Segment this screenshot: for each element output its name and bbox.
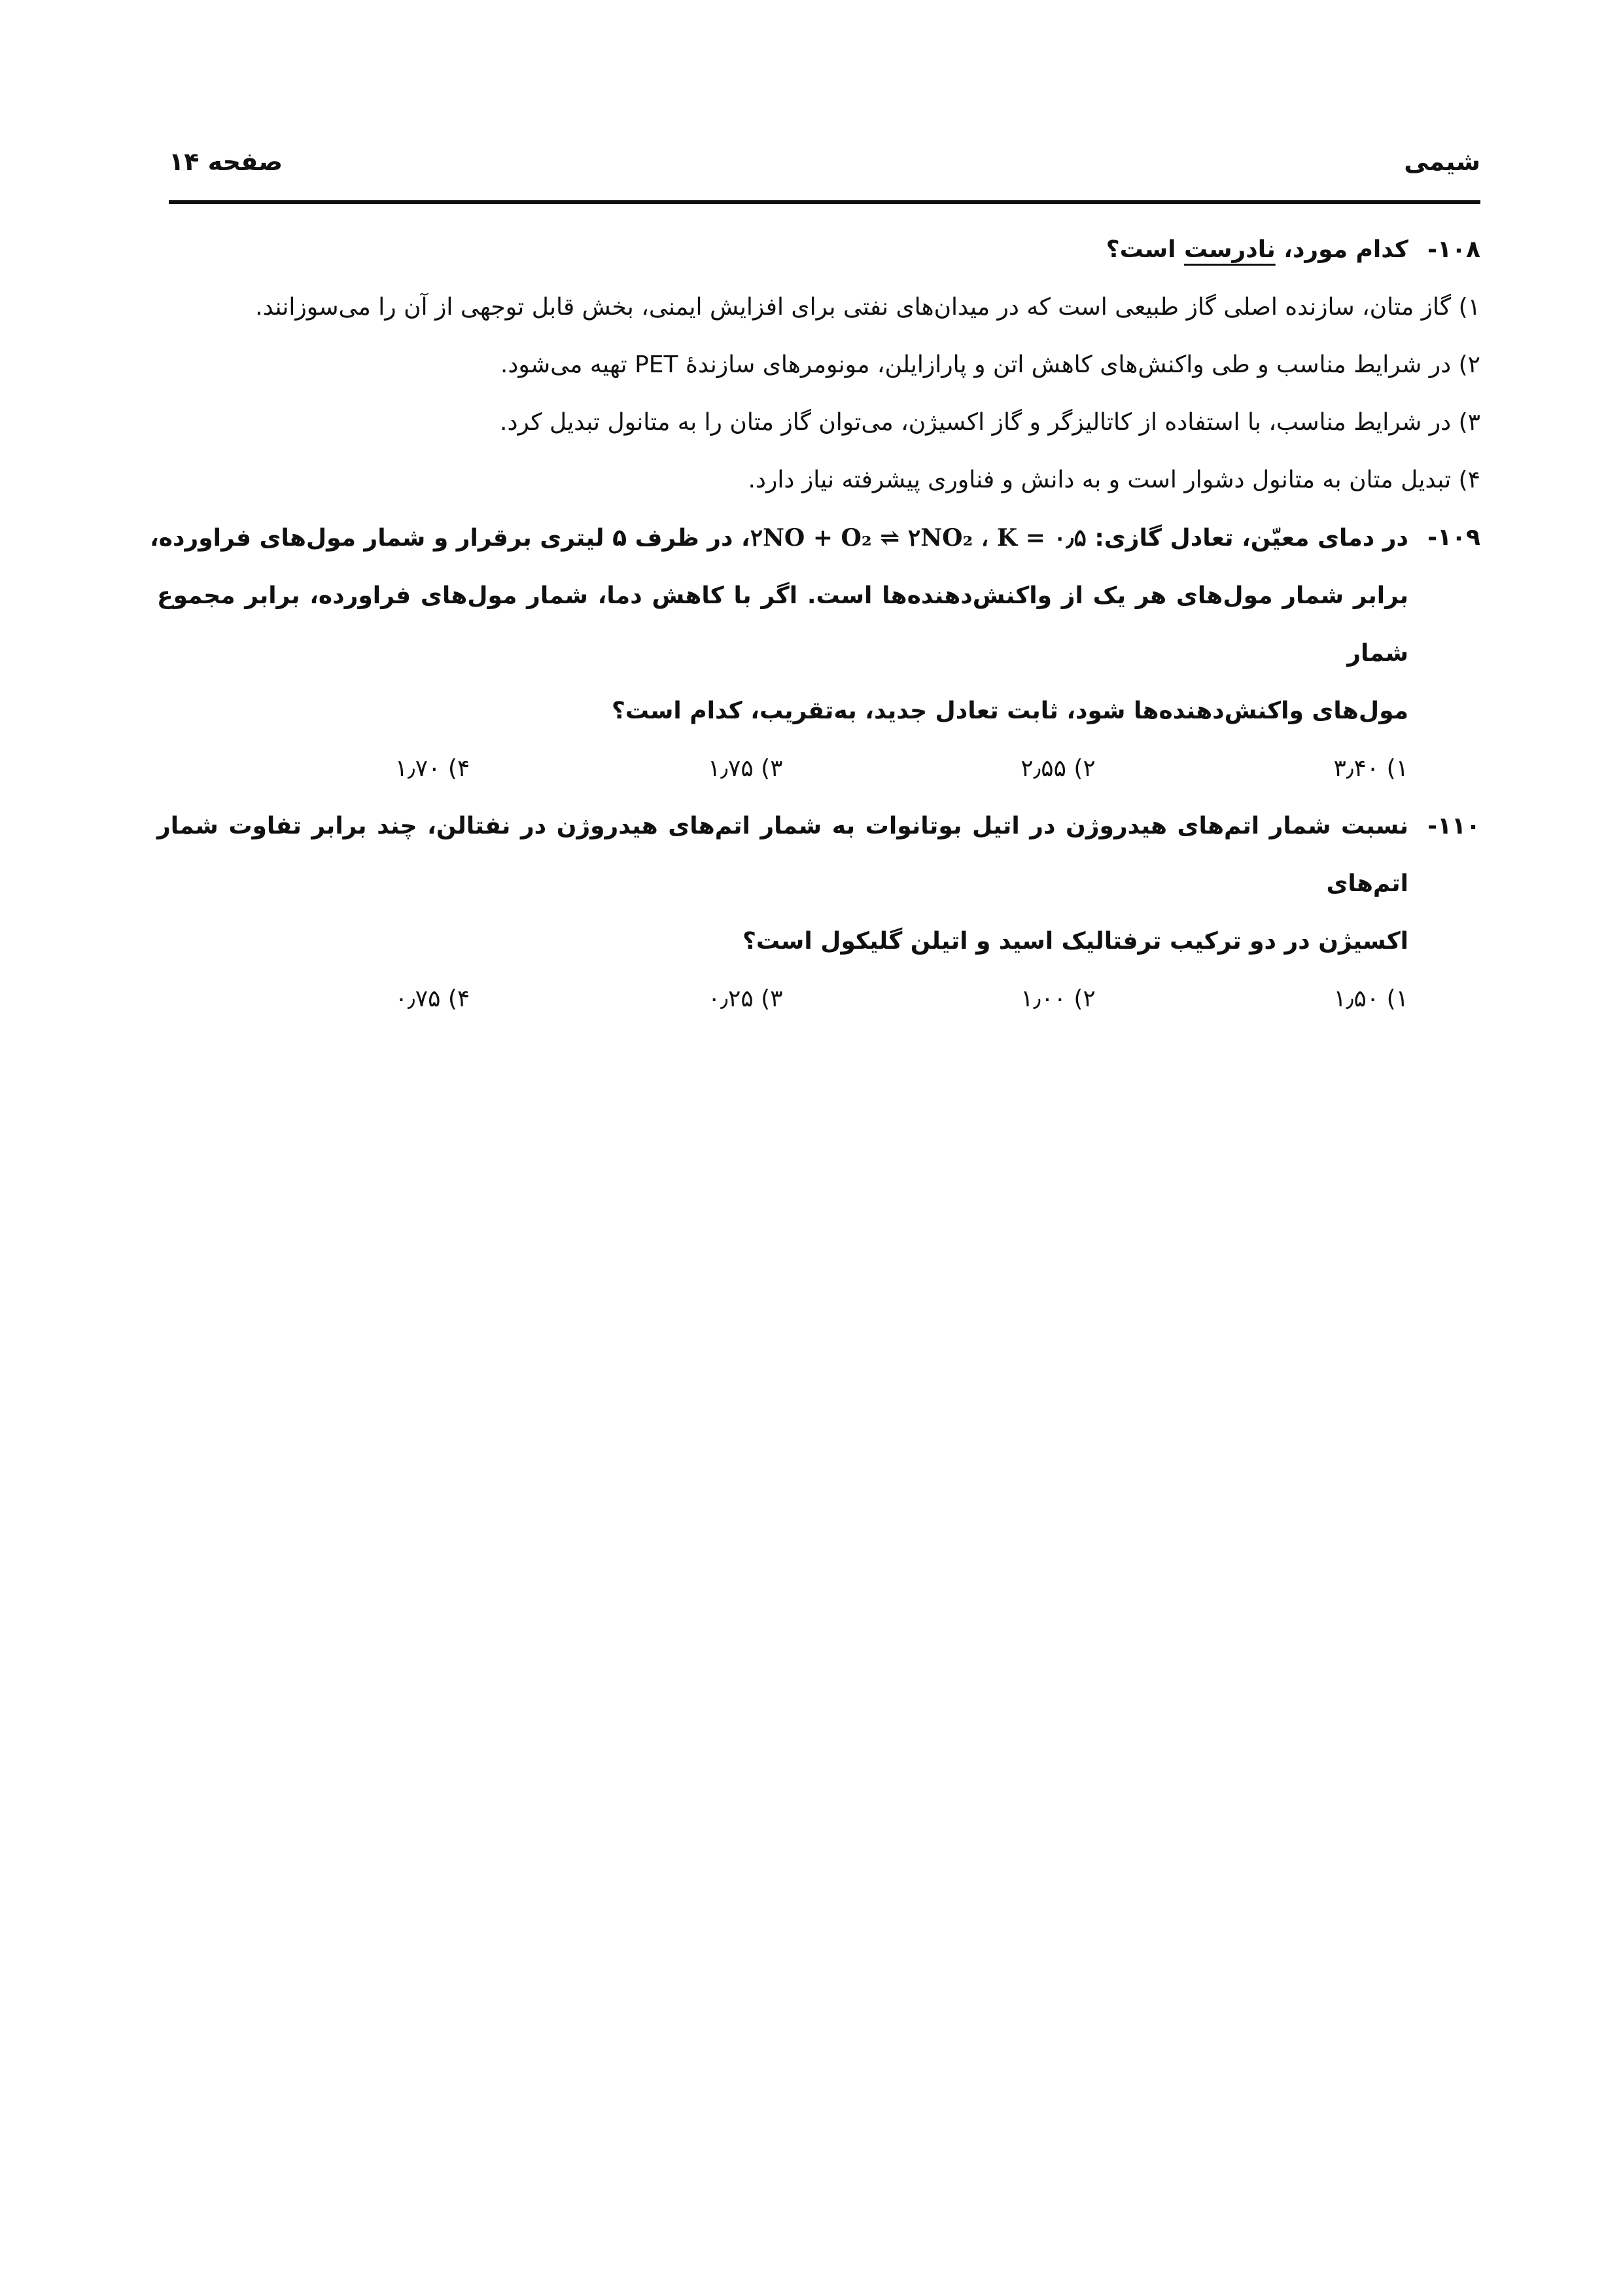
options-108	[157, 279, 1480, 509]
stem-text: کدام مورد،	[1275, 236, 1408, 263]
equilibrium-equation: ۲NO + O₂ ⇌ ۲NO₂ ، K = ۰٫۵	[750, 524, 1087, 552]
option-4[interactable]: ۴) تبدیل متان به متانول دشوار است و به دانش و فناوری پیشرفته نیاز دارد.	[748, 467, 1480, 493]
subject-title: شیمی	[1404, 147, 1480, 176]
question-number: ۱۰۸-	[1427, 236, 1480, 263]
stem-line-2: برابر شمار مول‌های هر یک از واکنش‌دهنده‌ها است. اگر با کاهش دما، شمار مول‌های فراورده، برابر مجموع شمار	[157, 582, 1408, 667]
options-110	[157, 970, 1408, 1028]
stem-line-1	[150, 509, 1408, 567]
stem-text-end: است؟	[1106, 236, 1184, 263]
stem-underlined-word: نادرست	[1183, 236, 1276, 263]
stem-intro: در دمای معیّن، تعادل گازی:	[1086, 525, 1408, 552]
stem-line-2: اکسیژن در دو ترکیب ترفتالیک اسید و اتیلن گلیکول است؟	[742, 928, 1408, 955]
option-4[interactable]: ۴) ۰٫۷۵	[394, 985, 470, 1012]
question-stem	[157, 798, 1408, 970]
option-1[interactable]: ۱) ۳٫۴۰	[1333, 755, 1408, 782]
option-4[interactable]: ۴) ۱٫۷۰	[394, 755, 470, 782]
question-stem	[157, 221, 1408, 279]
stem-line-1: نسبت شمار اتم‌های هیدروژن در اتیل بوتانوات به شمار اتم‌های هیدروژن در نفتالن، چند برابر تفاوت شمار اتم‌های	[157, 813, 1408, 897]
question-stem	[150, 509, 1408, 740]
option-1[interactable]: ۱) ۱٫۵۰	[1333, 985, 1408, 1012]
option-2[interactable]: ۲) ۱٫۰۰	[1021, 985, 1096, 1012]
question-number: ۱۰۹-	[1427, 524, 1480, 551]
page-number: صفحه ۱۴	[169, 147, 283, 176]
options-109	[157, 740, 1408, 798]
option-3[interactable]: ۳) در شرایط مناسب، با استفاده از کاتالیزگر و گاز اکسیژن، می‌توان گاز متان را به متانول تبدیل کرد.	[500, 409, 1480, 436]
stem-line	[157, 221, 1408, 279]
header-divider	[169, 200, 1480, 204]
question-108	[157, 221, 1480, 279]
option-3[interactable]: ۳) ۱٫۷۵	[707, 755, 783, 782]
stem-line-3: مول‌های واکنش‌دهنده‌ها شود، ثابت تعادل جدید، به‌تقریب، کدام است؟	[612, 698, 1408, 724]
question-110	[157, 798, 1480, 1028]
questions-area	[150, 221, 1480, 1028]
stem-continuation: ، در ظرف ۵ لیتری برقرار و شمار مول‌های فراورده،	[150, 525, 750, 552]
option-2[interactable]: ۲) در شرایط مناسب و طی واکنش‌های کاهش اتن و پارازایلن، مونومرهای سازندهٔ PET تهیه می‌شود.	[500, 351, 1480, 378]
option-2[interactable]: ۲) ۲٫۵۵	[1021, 755, 1096, 782]
question-number: ۱۱۰-	[1427, 813, 1480, 839]
option-1[interactable]: ۱) گاز متان، سازنده اصلی گاز طبیعی است که در میدان‌های نفتی برای افزایش ایمنی، بخش قابل توجهی از آن را می‌سوزانند.	[255, 294, 1480, 321]
page-header	[169, 147, 1480, 193]
option-3[interactable]: ۳) ۰٫۲۵	[707, 985, 783, 1012]
question-109	[150, 509, 1480, 798]
